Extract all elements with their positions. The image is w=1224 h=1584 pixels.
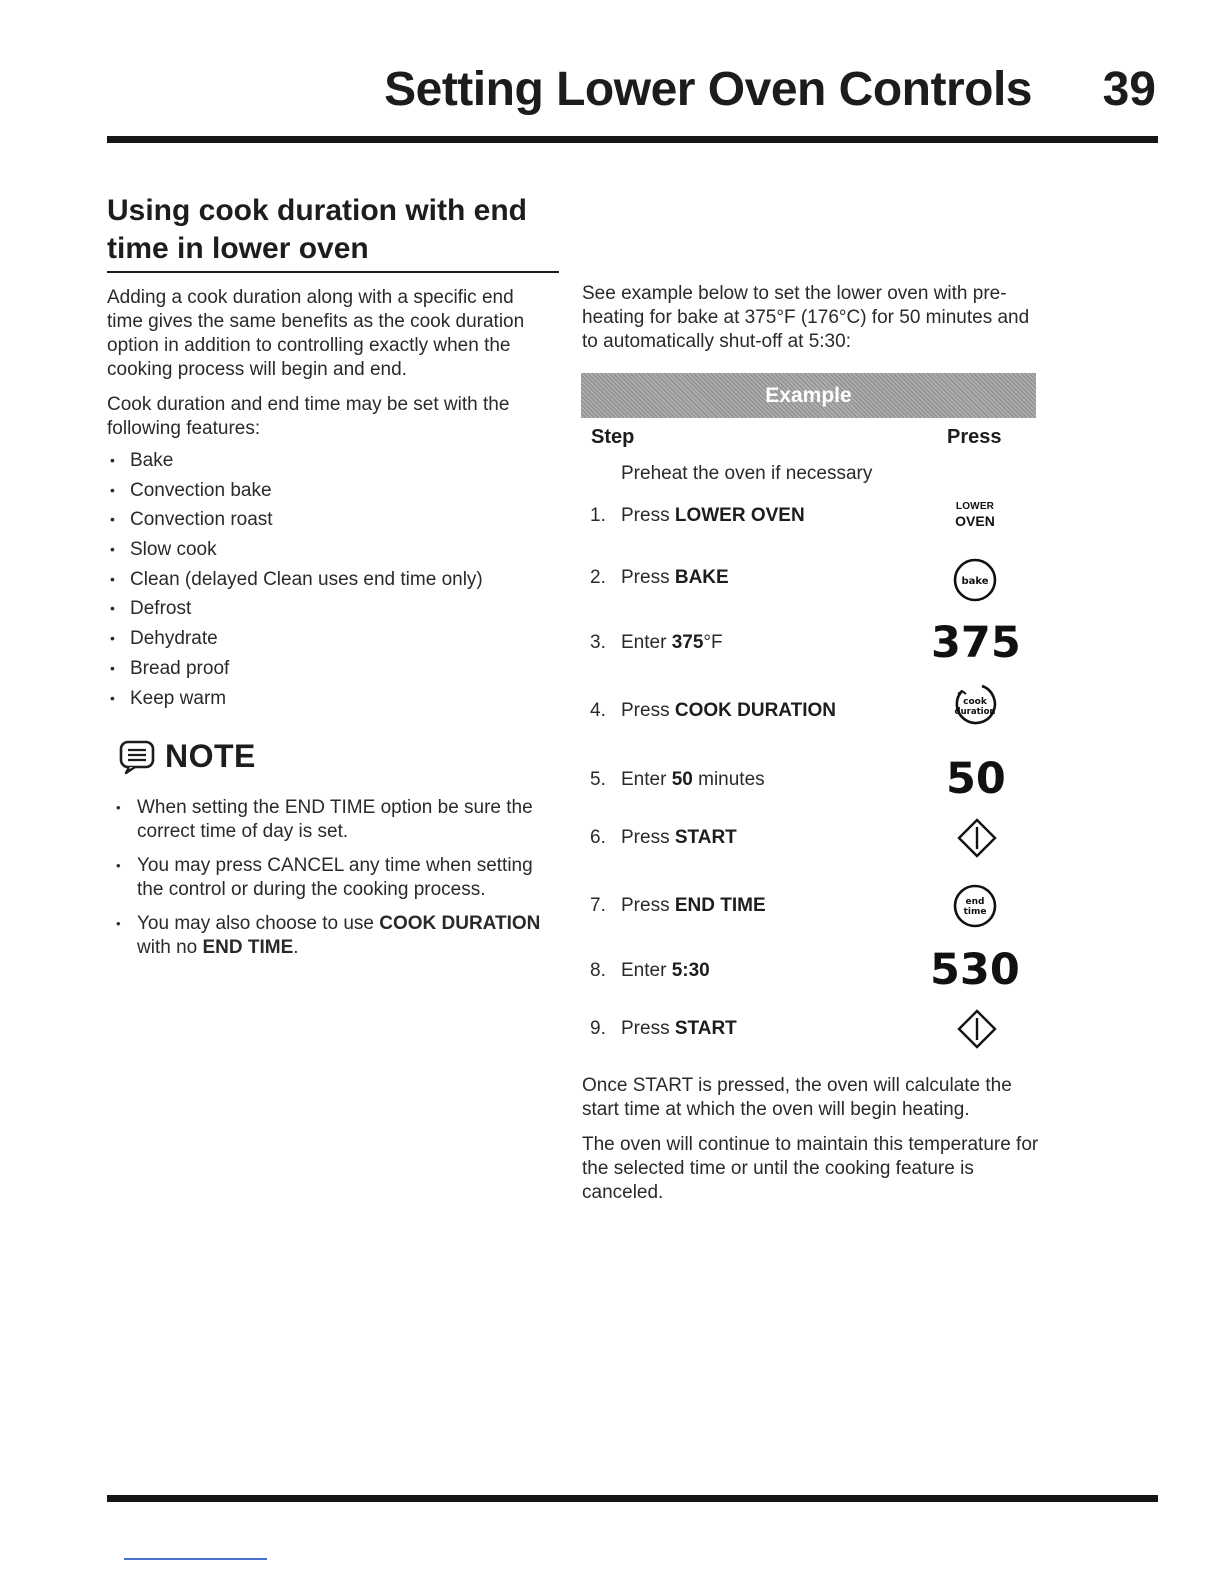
preheat-note: Preheat the oven if necessary <box>621 463 873 484</box>
svg-text:time: time <box>963 907 987 917</box>
step-row: 6. Press START <box>590 827 737 848</box>
note-heading <box>118 738 256 775</box>
page-title: Setting Lower Oven Controls <box>384 63 1032 116</box>
intro-paragraph: Adding a cook duration along with a specific end time gives the same benefits as the cook duration option in addition to controlling exactly when the cooking process will begin and end. <box>107 287 525 380</box>
note-icon <box>118 739 158 775</box>
list-item: • Slow cook <box>107 535 552 565</box>
step-row: 9. Press START <box>590 1018 737 1039</box>
bullet-icon: • <box>110 541 115 558</box>
svg-text:duration: duration <box>954 707 996 717</box>
bottom-divider <box>107 1495 1158 1502</box>
feature-list <box>107 446 552 713</box>
step-row: 8. Enter 5:30 <box>590 960 710 981</box>
list-item: • Defrost <box>107 594 552 624</box>
outro-text <box>582 1074 1042 1216</box>
note-list <box>113 796 553 970</box>
bullet-icon: • <box>110 481 115 498</box>
list-item: • You may also choose to use COOK DURATION with no END TIME. <box>116 913 541 958</box>
start-key-icon <box>956 1008 998 1050</box>
bullet-icon: • <box>110 511 115 528</box>
end-time-display: 530 <box>930 945 1020 995</box>
start-key-icon <box>956 817 998 859</box>
example-header-bar <box>581 373 1036 418</box>
outro-paragraph: The oven will continue to maintain this temperature for the selected time or until the cooking feature is canceled. <box>582 1134 1039 1203</box>
lower-oven-key: LOWER OVEN <box>955 501 995 529</box>
svg-text:end: end <box>965 897 985 907</box>
list-item: • Clean (delayed Clean uses end time only) <box>107 565 552 595</box>
cook-duration-key-icon <box>952 682 998 728</box>
list-item: • Bake <box>107 446 552 476</box>
step-row: 4. Press COOK DURATION <box>590 700 836 721</box>
svg-text:bake: bake <box>961 576 989 587</box>
example-label: Example <box>765 384 852 407</box>
page-number: 39 <box>1102 63 1156 116</box>
bullet-icon: • <box>116 800 121 815</box>
list-item: • When setting the END TIME option be sure the correct time of day is set. <box>116 797 533 842</box>
temperature-display: 375 <box>931 618 1021 668</box>
bullet-icon: • <box>116 858 121 873</box>
footer-line <box>124 1558 267 1560</box>
minutes-display: 50 <box>946 754 1006 804</box>
example-intro: See example below to set the lower oven with pre-heating for bake at 375°F (176°C) for 50 minutes and to automatically shut-off at 5:30: <box>582 283 1030 352</box>
note-label: NOTE <box>165 738 256 774</box>
step-row: 3. Enter 375°F <box>590 632 723 653</box>
bake-key-icon <box>952 557 998 603</box>
bullet-icon: • <box>110 600 115 617</box>
svg-text:cook: cook <box>963 697 987 707</box>
list-item: • Bread proof <box>107 654 552 684</box>
bullet-icon: • <box>110 452 115 468</box>
bullet-icon: • <box>110 570 115 587</box>
section-title-line2: time in lower oven <box>107 232 369 265</box>
list-item: • Convection roast <box>107 505 552 535</box>
column-header-step: Step <box>591 426 635 448</box>
step-row: 7. Press END TIME <box>590 895 766 916</box>
section-title-line1: Using cook duration with end <box>107 194 527 227</box>
step-row: 5. Enter 50 minutes <box>590 769 765 790</box>
column-header-press: Press <box>947 426 1002 448</box>
list-item: • Keep warm <box>107 684 552 714</box>
bullet-icon: • <box>116 916 121 931</box>
end-time-key-icon <box>952 883 998 929</box>
bullet-icon: • <box>110 689 115 706</box>
top-divider <box>107 136 1158 143</box>
step-row: 1. Press LOWER OVEN <box>590 505 805 526</box>
list-item: • Dehydrate <box>107 624 552 654</box>
bullet-icon: • <box>110 630 115 647</box>
outro-paragraph: Once START is pressed, the oven will calculate the start time at which the oven will begin heating. <box>582 1075 1012 1120</box>
list-item: • You may press CANCEL any time when setting the control or during the cooking process. <box>116 855 533 900</box>
bullet-icon: • <box>110 659 115 676</box>
left-column <box>107 286 552 713</box>
step-row: 2. Press BAKE <box>590 567 729 588</box>
features-intro: Cook duration and end time may be set with the following features: <box>107 394 510 439</box>
list-item: • Convection bake <box>107 476 552 506</box>
section-title <box>107 192 559 273</box>
